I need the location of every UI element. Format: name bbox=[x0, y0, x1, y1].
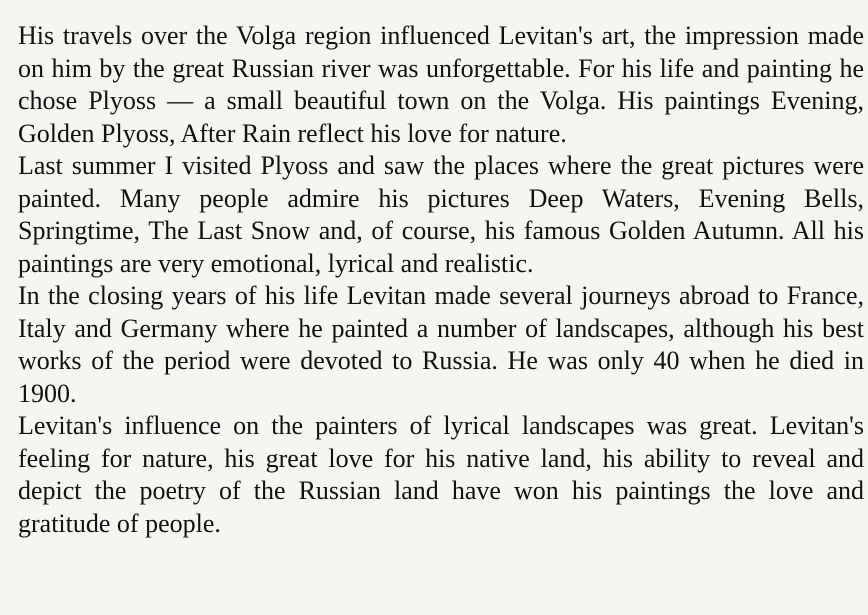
paragraph-volga-region: His travels over the Volga region influenced Levitan's art, the impression made on him by the great Russian river was unforgettable. For his life and painting he chose Plyoss — a small beautiful town on the Volga. His paintings Evening, Golden Plyoss, After Rain reflect his love for nature. bbox=[18, 21, 864, 148]
paragraph-plyoss-visit: Last summer I visited Plyoss and saw the places where the great pictures were painted. Many people admire his pictures Deep Waters, Evening Bells, Springtime, The Last Snow and, of course, his famous Golden Autumn. All his paintings are very emotional, lyrical and realistic. bbox=[18, 151, 864, 278]
paragraph-influence: Levitan's influence on the painters of lyrical landscapes was great. Levitan's feeling for nature, his great love for his native land, his ability to reveal and depict the poetry of the Russian land have won his paintings the love and gratitude of people. bbox=[18, 411, 864, 538]
document-body bbox=[18, 20, 864, 540]
paragraph-closing-years: In the closing years of his life Levitan made several journeys abroad to France, Italy and Germany where he painted a number of landscapes, although his best works of the period were devoted to Russia. He was only 40 when he died in 1900. bbox=[18, 281, 864, 408]
